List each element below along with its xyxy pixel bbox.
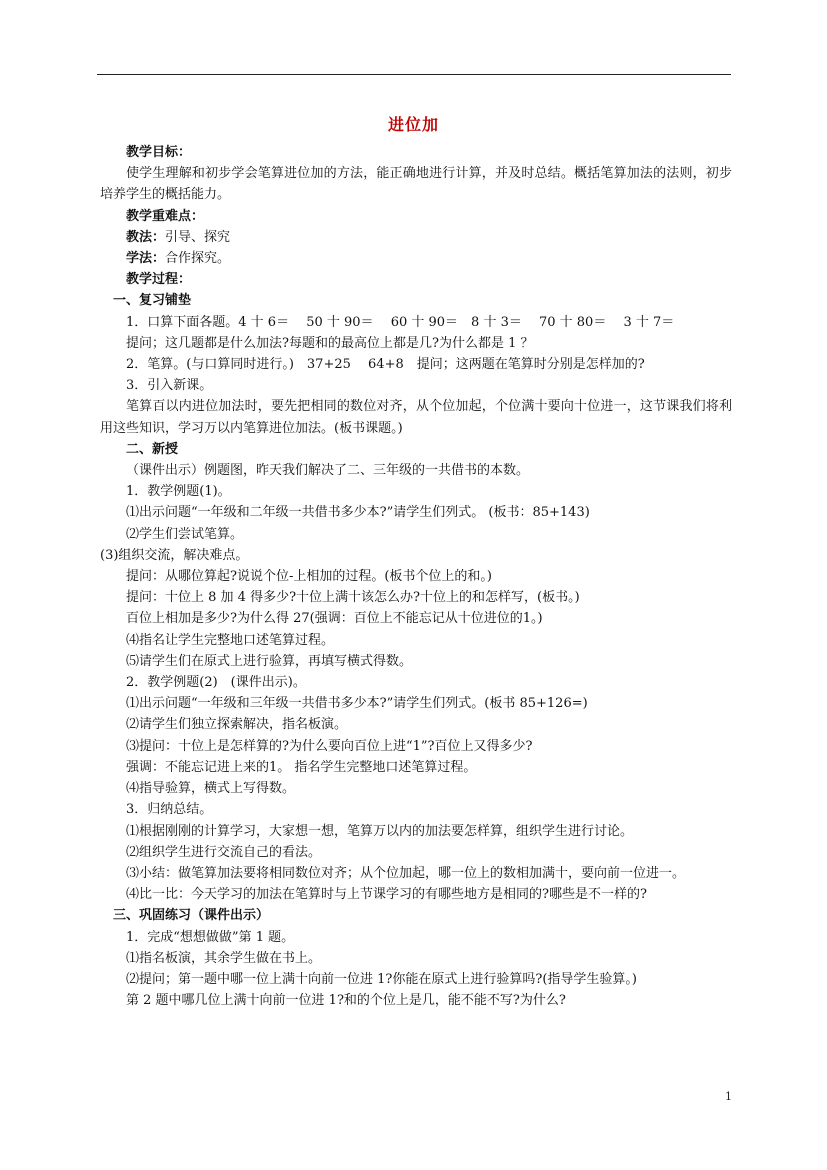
body-line: ⑴指名板演，其余学生做在书上。 xyxy=(126,950,322,966)
header-rule xyxy=(97,74,731,75)
body-line: ⑵请学生们独立探索解决，指名板演。 xyxy=(126,717,348,733)
body-line: 教学过程： xyxy=(126,272,192,288)
body-line xyxy=(100,248,732,269)
body-line: 笔算百以内进位加法时，要先把相同的数位对齐，从个位加起，个位满十要向十位进一，这节课我们将利用这些知识，学习万以内笔算进位加法。(板书课题。) xyxy=(100,399,732,436)
body-line: 提问：十位上 8 加 4 得多少?十位上满十该怎么办?十位上的和怎样写，(板书。) xyxy=(126,590,580,606)
body-line: 1．教学例题(1)。 xyxy=(126,484,231,500)
document-body xyxy=(100,142,732,1011)
body-line: 二、新授 xyxy=(126,441,179,457)
line-label: 学法： xyxy=(126,251,166,267)
body-line: ⑸请学生们在原式上进行验算，再填写横式得数。 xyxy=(126,653,413,669)
body-line: 三、巩固练习（课件出示） xyxy=(113,908,270,924)
body-line xyxy=(100,227,732,248)
body-line: ⑶提问：十位上是怎样算的?为什么要向百位上进“1”?百位上又得多少? xyxy=(126,738,533,754)
body-line: 教学重难点： xyxy=(126,208,205,224)
body-line: ⑷指名让学生完整地口述笔算过程。 xyxy=(126,632,335,648)
body-line: 提问；这几题都是什么加法?每题和的最高位上都是几?为什么都是 1 ？ xyxy=(126,335,534,351)
body-line: 2．教学例题(2) (课件出示)。 xyxy=(126,675,306,691)
body-line: ⑷指导验算，横式上写得数。 xyxy=(126,781,296,797)
body-line: ⑴根据刚刚的计算学习，大家想一想，笔算万以内的加法要怎样算，组织学生进行讨论。 xyxy=(126,823,634,839)
body-line: 3．引入新课。 xyxy=(126,378,213,394)
body-line: 2．笔算。(与口算同时进行。) 37+25 64+8 提问；这两题在笔算时分别是怎样加的? xyxy=(126,357,645,373)
body-line: ⑵组织学生进行交流自己的看法。 xyxy=(126,844,322,860)
document-title: 进位加 xyxy=(387,115,439,134)
body-line: 3．归纳总结。 xyxy=(126,802,213,818)
page-number: 1 xyxy=(725,1090,732,1103)
body-line: 一、复习铺垫 xyxy=(113,293,192,309)
body-line: ⑴出示问题“一年级和二年级一共借书多少本?”请学生们列式。 (板书：85+143) xyxy=(126,505,590,521)
line-label: 教法： xyxy=(126,229,166,245)
body-line: 百位上相加是多少?为什么得 27(强调：百位上不能忘记从十位进位的1。) xyxy=(126,611,543,627)
body-line: 1．口算下面各题。4 十 6＝ 50 十 90＝ 60 十 90＝ 8 十 3＝ 70 十 80＝ 3 十 7＝ xyxy=(126,314,675,330)
body-line: 1．完成“想想做做”第 1 题。 xyxy=(126,929,295,945)
body-line: ⑷比一比：今天学习的加法在笔算时与上节课学习的有哪些地方是相同的?哪些是不一样的? xyxy=(126,887,647,903)
line-rest: 合作探究。 xyxy=(165,251,231,267)
body-line: 强调：不能忘记进上来的1。 指名学生完整地口述笔算过程。 xyxy=(126,759,477,775)
body-line: ⑴出示问题“一年级和三年级一共借书多少本?”请学生们列式。(板书 85+126=) xyxy=(126,696,588,712)
body-line: ⑵学生们尝试笔算。 xyxy=(126,526,244,542)
body-line: ⑵提问；第一题中哪一位上满十向前一位进 1?你能在原式上进行验算吗?(指导学生验算。) xyxy=(126,971,637,987)
body-line: ⑶小结：做笔算加法要将相同数位对齐；从个位加起，哪一位上的数相加满十，要向前一位进一。 xyxy=(126,865,686,881)
body-line: （课件出示）例题图，昨天我们解决了二、三年级的一共借书的本数。 xyxy=(126,463,530,479)
body-line: (3)组织交流，解决难点。 xyxy=(100,547,249,563)
body-line: 使学生理解和初步学会笔算进位加的方法，能正确地进行计算，并及时总结。概括笔算加法的法则，初步培养学生的概括能力。 xyxy=(100,166,732,203)
body-line: 第 2 题中哪几位上满十向前一位进 1?和的个位上是几，能不能不写?为什么? xyxy=(126,993,566,1009)
line-rest: 引导、探究 xyxy=(165,229,231,245)
body-line: 提问：从哪位算起?说说个位-上相加的过程。(板书个位上的和。) xyxy=(126,569,493,585)
body-line: 教学目标： xyxy=(126,145,192,160)
